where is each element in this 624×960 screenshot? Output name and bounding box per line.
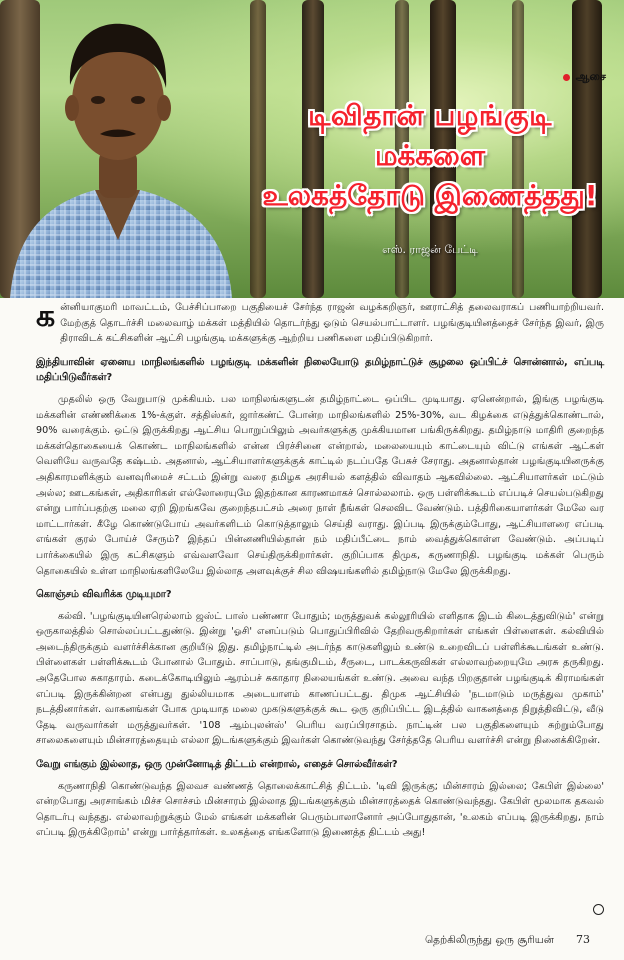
answer-2: கல்வி. 'பழங்குடியினரெல்லாம் ஜஸ்ட் பாஸ் பண்ணா போதும்; மருத்துவக் கல்லூரியில் எளிதாக இடம் கிடைத்துவிடும்' என்று ஒருகாலத்தில் சொல்லப்பட்டதுண்டு. இன்று 'ஓசி' எனப்படும் பொதுப்பிரிவில் தேறிவருகிறார்கள் எங்கள் பிள்ளைகள். கல்வியில் அடைந்திருக்கும் வளர்ச்சிக்கான குறியீடு இது. தமிழ்நாட்டில் அடர்ந்த காடுகளிலும் உண்டு உறைவிடப் பள்ளிக்கூடங்கள் உண்டு. பிள்ளைகள் பள்ளிக்கூடம் போனால் போதும். சாப்பாடு, தங்குமிடம், சீருடை, பாடக்கருவிகள் எல்லாவற்றையுமே அரசு தருகிறது. அதேபோல சுகாதாரம். கடைக்கோடியிலும் ஆரம்பச் சுகாதார நிலையங்கள் உண்டு. அவை வந்த பிறகுதான் பழங்குடிக் கிராமங்கள் எப்படி இருக்கின்றன என்பது துல்லியமாக அடையாளம் காணப்பட்டது. திமுக ஆட்சியில் 'நடமாடும் மருத்துவ முகாம்' நடத்தினார்கள். வாகனங்கள் போக முடியாத மலை முகடுகளுக்குக் கூட ஒரு குறிப்பிட்ட இடத்தில் வாகனத்தை நிறுத்திவிட்டு, வீடு தேடி வருவார்கள் மருத்துவர்கள். '108 ஆம்புலன்ஸ்' பெரிய வரப்பிரசாதம். நாட்டின் பல பகுதிகளையும் சுற்றும்போது சாலைகளையும் மின்சாரத்தையும் எல்லா இடங்களுக்கும் இவர்கள் கொண்டுவந்து சேர்த்ததே பெரிய வளர்ச்சி என்று நினைக்கிறேன். <box>36 610 604 747</box>
question-3: வேறு எங்கும் இல்லாத, ஒரு முன்னோடித் திட்டம் என்றால், எதைச் சொல்வீர்கள்? <box>36 759 398 771</box>
end-of-article-icon <box>593 904 604 915</box>
portrait-photo <box>0 0 240 298</box>
answer-3: கருணாநிதி கொண்டுவந்த இலவச வண்ணத் தொலைக்காட்சித் திட்டம். 'டிவி இருக்கு; மின்சாரம் இல்லை; கேபிள் இல்லை' என்றபோது அரசாங்கம் மிச்ச சொச்சம் மின்சாரம் இல்லாத இடங்களுக்கும் மின்சாரத்தைக் கொண்டுவந்தது. கேபிள் மூலமாக தகவல் தொடர்பு வந்தது. எல்லாவற்றுக்கும் மேல் எங்கள் மக்களின் பெரும்பாலானோர் அப்போதுதான், 'உலகம் எப்படி இருக்கிறது, நாம் எப்படி இருக்கிறோம்' என்று பார்த்தார்கள். உலகத்தை எங்களோடு இணைத்த திட்டம் அது! <box>36 780 604 839</box>
answer-1: முதலில் ஒரு வேறுபாடு முக்கியம். பல மாநிலங்களுடன் தமிழ்நாட்டை ஒப்பிட முடியாது. ஏனென்றால், இங்கு பழங்குடி மக்களின் எண்ணிக்கை 1%-க்குள். சத்திஸ்கர், ஜார்கண்ட் போன்ற மாநிலங்களில் 25%-30%, வட கிழக்கை எடுத்துக்கொண்டால், 90% வரைக்கும். ஒட்டு இருக்கிறது ஆட்சிய பொறுப்பிலும் அவர்களுக்கு முக்கியமான பங்கிருக்கிறது. தமிழ்நாடு மாதிரி குறைந்த மக்கள்தொகையைக் கொண்ட மாநிலங்களில் என்ன பிரச்சினை என்றால், மலையையும் காட்டையும் விட்டு எங்கள் ஆட்கள் வெளியே வருவதே கஷ்டம். அதனால், ஆட்சியாளர்களுக்குக் காட்டில் நடப்பதே பேசுச் சேராது. அதனால்தான் பழங்குடியினருக்கு அதிகாரமளிக்கும் வனவுரிமைச் சட்டம் இன்று வரை தமிழக அரசியல் களத்தில் விவாதம் ஆகவில்லை. ஆட்சியாளர்கள் மட்டும் அல்ல; ஊடகங்கள், அதிகாரிகள் எல்லோரையுமே இதற்கான காரணமாகச் சொல்லலாம். ஒரு பள்ளிக்கூடம் எப்படிச் செயல்படுகிறது என்று பார்ப்பதற்கு மலை ஏறி இறங்கவே குறைந்தபட்சம் அரை நாள் நீங்கள் செலவிட வேண்டும். பத்திரிகையாளர்கள் மேலே வர மாட்டார்கள். கீழே கொண்டுபோய் அவர்களிடம் கொடுத்தாலும் செய்தி வராது. இப்படி இருக்கும்போது, ஆட்சியாளரை எப்படி எங்கள் குரல் போய்ச் சேரும்? இந்தப் பின்னணியில்தான் நம் மதிப்பீட்டை நாம் வைத்துக்கொள்ள வேண்டும். அப்படிப் பார்க்கையில் இரு கட்சிகளும் எவ்வளவோ செய்திருக்கிறார்கள். குறிப்பாக திமுக, கருணாநிதி. பழங்குடி மக்கள் பெரும் தொகையில் உள்ள மாநிலங்களிலேயே இல்லாத அளவுக்குச் சில விஷயங்களில் தமிழ்நாடு மேலே இருக்கிறது. <box>36 393 604 577</box>
headline-line-2: மக்களை <box>374 139 486 172</box>
page-footer <box>425 933 590 947</box>
drop-cap: க <box>36 299 56 334</box>
section-tag <box>563 70 606 85</box>
section-tag-label: ஆசை <box>575 70 606 83</box>
headline-line-1: டிவிதான் பழங்குடி <box>308 99 552 132</box>
intro-text: ன்னியாகுமரி மாவட்டம், பேச்சிப்பாறை பகுதியைச் சேர்ந்த ராஜன் வழக்கறிஞர், ஊராட்சித் தலைவராகப் பணியாற்றியவர். மேற்குத் தொடர்ச்சி மலைவாழ் மக்கள் மத்தியில் தொடர்ந்து ஓடும் செயல்பாட்டாளர். பழங்குடியினத்தைச் சேர்ந்த இவர், இரு திராவிடக் கட்சிகளின் ஆட்சி பழங்குடி மக்களுக்கு ஆற்றிய பணிகளை மதிப்பிடுகிறார். <box>60 302 604 345</box>
question-2: கொஞ்சம் விவரிக்க முடியுமா? <box>36 589 172 601</box>
headline <box>238 96 622 216</box>
question-1: இந்தியாவின் ஏனைய மாநிலங்களில் பழங்குடி மக்களின் நிலையோடு தமிழ்நாட்டுச் சூழலை ஒப்பிட்ச் சொன்னால், எப்படி மதிப்பிடுவீர்கள்? <box>36 356 604 384</box>
header-photo <box>0 0 624 298</box>
intro-paragraph <box>36 300 604 347</box>
article-body <box>36 300 604 844</box>
page-number: 73 <box>576 933 590 946</box>
headline-line-3: உலகத்தோடு இணைத்தது! <box>262 179 598 212</box>
bullet-icon <box>563 74 570 81</box>
magazine-title: தெற்கிலிருந்து ஒரு சூரியன் <box>424 934 554 946</box>
byline: எஸ். ராஜன் பேட்டி <box>382 243 478 256</box>
